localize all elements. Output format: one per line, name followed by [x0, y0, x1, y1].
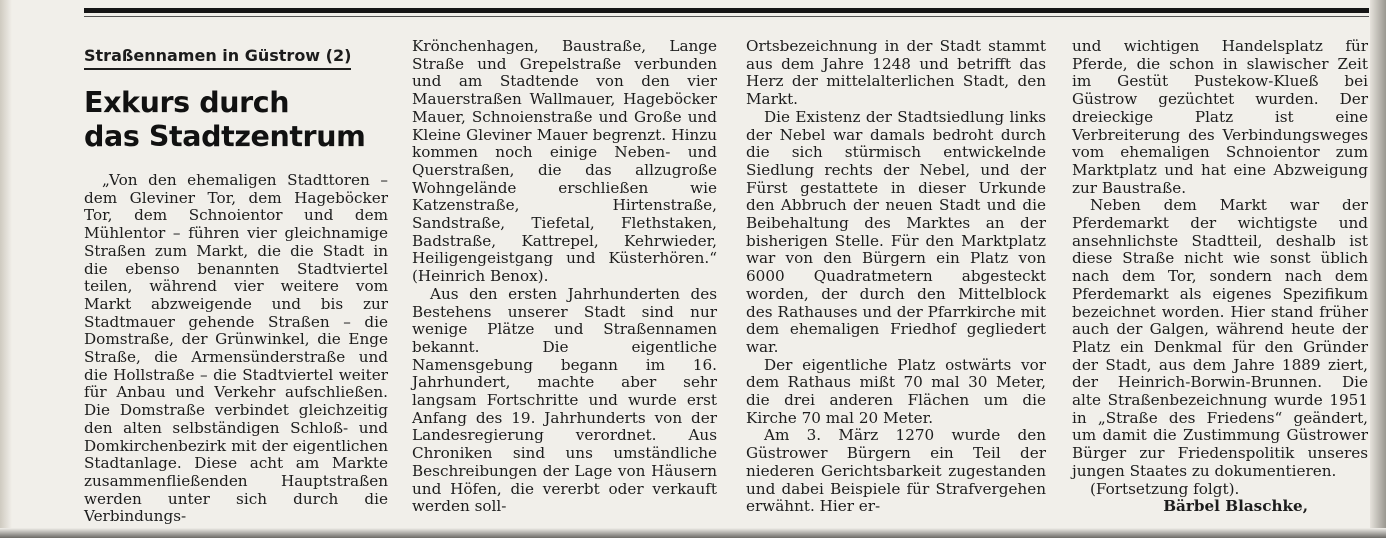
paragraph: und wichtigen Handelsplatz für Pferde, die schon in slawischer Zeit im Gestüt Pustekow-Klueß bei Güstrow gezüchtet wurden. Der dreieckige Platz ist eine Verbreiterung des Verbindungsweges vom ehemaligen Schnoientor zum Marktplatz und hat eine Abzweigung zur Baustraße. — [1072, 37, 1368, 197]
column-3 — [746, 38, 1046, 516]
top-rule — [84, 8, 1369, 13]
headline-line-1: Exkurs durch — [84, 86, 290, 119]
kicker-line: Straßennamen in Güstrow (2) — [84, 46, 351, 70]
author-byline: Bärbel Blaschke, — [1163, 497, 1308, 516]
paragraph: Ortsbezeichnung in der Stadt stammt aus dem Jahre 1248 und betrifft das Herz der mittelalterlichen Stadt, den Markt. — [746, 37, 1046, 109]
continuation-note: (Fortsetzung folgt). — [1090, 479, 1240, 498]
column-2 — [412, 38, 717, 516]
paragraph: Am 3. März 1270 wurde den Güstrower Bürgern ein Teil der niederen Gerichtsbarkeit zugestanden und dabei Beispiele für Strafvergehen erwähnt. Hier er- — [746, 426, 1046, 516]
headline — [84, 86, 388, 154]
paragraph: „Von den ehemaligen Stadttoren – dem Gleviner Tor, dem Hageböcker Tor, dem Schnoientor und dem Mühlentor – führen vier gleichnamige Straßen zum Markt, die die Stadt in die ebenso benannten Stadtviertel teilen, während vier weitere vom Markt abzweigende und bis zur Stadtmauer gehende Straßen – die Domstraße, der Grünwinkel, die Enge Straße, die Armensünderstraße und die Hollstraße – die Stadtviertel weiter für Anbau und Verkehr aufschließen. Die Domstraße verbindet gleichzeitig den alten selbständigen Schloß- und Domkirchenbezirk mit der eigentlichen Stadtanlage. Diese acht am Markte zusammenfließenden Hauptstraßen werden unter sich durch die Verbindungs- — [84, 171, 388, 526]
paragraph: Die Existenz der Stadtsiedlung links der Nebel war damals bedroht durch die sich stürmisch entwickelnde Siedlung rechts der Nebel, und der Fürst gestattete in dieser Urkunde den Abbruch der neuen Stadt und die Beibehaltung des Marktes an der bisherigen Stelle. Für den Marktplatz war von den Bürgern ein Platz von 6000 Quadratmetern abgesteckt worden, der durch den Mittelblock des Rathauses und der Pfarrkirche mit dem ehemaligen Friedhof gegliedert war. — [746, 107, 1046, 356]
top-rule-thin — [84, 16, 1369, 17]
paper-bottom-edge — [0, 528, 1386, 538]
paper-left-edge — [0, 0, 12, 538]
column-4 — [1072, 38, 1368, 516]
paragraph: Krönchenhagen, Baustraße, Lange Straße und Grepelstraße verbunden und am Stadtende von den vier Mauerstraßen Wallmauer, Hageböcker Mauer, Schnoienstraße und Große und Kleine Gleviner Mauer begrenzt. Hinzu kommen noch einige Neben- und Querstraßen, die das allzugroße Wohngelände erschließen wie Katzenstraße, Hirtenstraße, Sandstraße, Tiefetal, Flethstaken, Badstraße, Kattrepel, Kehrwieder, Heiligengeistgang und Küsterhören.“ (Heinrich Benox). — [412, 37, 717, 286]
paragraph: Der eigentliche Platz ostwärts vor dem Rathaus mißt 70 mal 30 Meter, die drei anderen Flächen um die Kirche 70 mal 20 Meter. — [746, 355, 1046, 427]
column-1 — [84, 38, 388, 526]
paragraph: Neben dem Markt war der Pferdemarkt der wichtigste und ansehnlichste Stadtteil, deshalb ist diese Straße nicht wie sonst üblich nach dem Tor, sondern nach dem Pferdemarkt als eigenes Spezifikum bezeichnet worden. Hier stand früher auch der Galgen, während heute der Platz ein Denkmal für den Gründer der Stadt, aus dem Jahre 1889 ziert, der Heinrich-Borwin-Brunnen. Die alte Straßenbezeichnung wurde 1951 in „Straße des Friedens“ geändert, um damit die Zustimmung Güstrower Bürger zur Friedenspolitik unseres jungen Staates zu dokumentieren. — [1072, 196, 1368, 480]
paper-right-edge — [1370, 0, 1386, 538]
headline-line-2: das Stadtzentrum — [84, 120, 366, 153]
paragraph: Aus den ersten Jahrhunderten des Bestehens unserer Stadt sind nur wenige Plätze und Straßennamen bekannt. Die eigentliche Namensgebung begann im 16. Jahrhundert, machte aber sehr langsam Fortschritte und wurde erst Anfang des 19. Jahrhunderts von der Landesregierung verordnet. Aus Chroniken sind uns umständliche Beschreibungen der Lage von Häusern und Höfen, die vererbt oder verkauft werden soll- — [412, 284, 717, 516]
